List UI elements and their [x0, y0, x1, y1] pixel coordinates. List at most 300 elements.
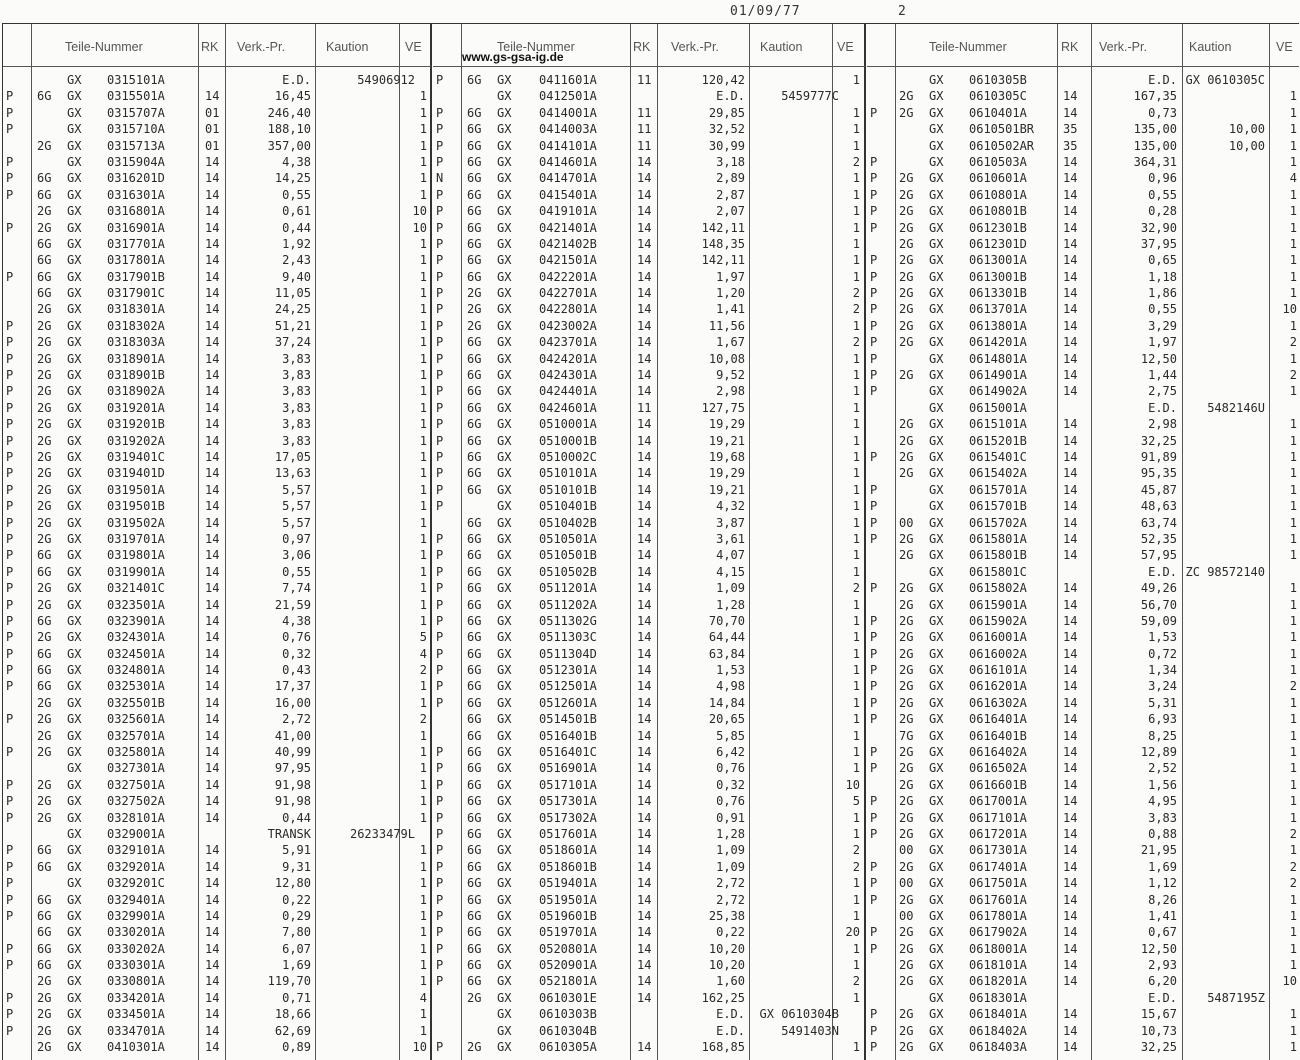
cell-model: 2G — [899, 548, 914, 563]
cell-model: 2G — [899, 531, 914, 546]
cell-prefix: GX — [929, 368, 944, 383]
cell-part-number: 0512301A — [539, 663, 597, 678]
cell-ve: 1 — [419, 1023, 427, 1038]
cell-ve: 1 — [419, 581, 427, 596]
cell-prefix: GX — [929, 597, 944, 612]
cell-ve: 1 — [852, 876, 860, 891]
cell-ve: 1 — [419, 466, 427, 481]
cell-part-number: 0330202A — [107, 941, 165, 956]
table-row — [3, 859, 431, 875]
cell-flag: P — [6, 876, 14, 891]
cell-ve: 1 — [852, 466, 860, 481]
header-part-number: Teile-Nummer — [497, 40, 575, 54]
cell-price: 1,28 — [716, 597, 745, 612]
cell-ve: 1 — [852, 908, 860, 923]
cell-ve: 2 — [419, 712, 427, 727]
table-row — [867, 416, 1299, 432]
cell-price: 2,52 — [1148, 761, 1177, 776]
cell-part-number: 0514501B — [539, 712, 597, 727]
cell-model: 6G — [37, 548, 52, 563]
cell-model: 6G — [37, 958, 52, 973]
cell-prefix: GX — [67, 695, 82, 710]
table-row — [433, 154, 865, 170]
table-row — [867, 826, 1299, 842]
cell-part-number: 0414001A — [539, 105, 597, 120]
table-row — [433, 646, 865, 662]
cell-ve: 1 — [419, 794, 427, 809]
cell-model: 6G — [467, 564, 482, 579]
cell-ve: 1 — [852, 941, 860, 956]
cell-rk: 14 — [637, 548, 652, 563]
table-row — [433, 318, 865, 334]
table-row — [867, 203, 1299, 219]
table-row — [867, 613, 1299, 629]
cell-prefix: GX — [929, 843, 944, 858]
cell-price: 2,89 — [716, 171, 745, 186]
table-row — [3, 154, 431, 170]
cell-price: 5,57 — [282, 515, 311, 530]
cell-ve: 1 — [852, 122, 860, 137]
cell-part-number: 0618201A — [969, 974, 1027, 989]
cell-part-number: 0511303C — [539, 630, 597, 645]
cell-price: 1,09 — [716, 859, 745, 874]
cell-price: 1,28 — [716, 826, 745, 841]
cell-ve: 1 — [1289, 1040, 1297, 1055]
table-row — [867, 187, 1299, 203]
cell-part-number: 0615101A — [969, 417, 1027, 432]
cell-part-number: 0517101A — [539, 777, 597, 792]
cell-ve: 1 — [852, 745, 860, 760]
cell-part-number: 0318902A — [107, 384, 165, 399]
cell-rk: 14 — [637, 843, 652, 858]
cell-model: 6G — [467, 876, 482, 891]
cell-rk: 14 — [637, 941, 652, 956]
cell-rk: 14 — [205, 843, 220, 858]
cell-prefix: GX — [67, 433, 82, 448]
table-row — [433, 547, 865, 563]
table-row — [3, 777, 431, 793]
cell-ve: 1 — [852, 531, 860, 546]
table-row — [3, 285, 431, 301]
cell-part-number: 0329001A — [107, 826, 165, 841]
header-part-number: Teile-Nummer — [65, 40, 143, 54]
column-block-2 — [433, 24, 865, 1060]
cell-ve: 1 — [852, 990, 860, 1005]
cell-rk: 14 — [1063, 269, 1078, 284]
header-deposit: Kaution — [326, 40, 369, 54]
cell-model: 6G — [37, 843, 52, 858]
cell-flag: P — [6, 154, 14, 169]
cell-price: 14,25 — [274, 171, 311, 186]
cell-ve: 2 — [1289, 368, 1297, 383]
cell-price: 0,55 — [1148, 302, 1177, 317]
cell-model: 6G — [37, 892, 52, 907]
rows-block-2 — [433, 72, 865, 1055]
cell-rk: 14 — [205, 810, 220, 825]
cell-model: 6G — [37, 646, 52, 661]
cell-prefix: GX — [67, 990, 82, 1005]
cell-model: 6G — [467, 204, 482, 219]
cell-price: 0,32 — [282, 646, 311, 661]
cell-model: 2G — [899, 679, 914, 694]
cell-part-number: 0334501A — [107, 1007, 165, 1022]
cell-model: 2G — [899, 433, 914, 448]
table-row — [867, 810, 1299, 826]
cell-prefix: GX — [497, 154, 512, 169]
cell-prefix: GX — [497, 908, 512, 923]
cell-price: 21,59 — [274, 597, 311, 612]
cell-rk: 14 — [1063, 745, 1078, 760]
cell-rk: 14 — [1063, 810, 1078, 825]
table-row — [867, 334, 1299, 350]
cell-price: 3,83 — [282, 400, 311, 415]
cell-prefix: GX — [497, 548, 512, 563]
cell-price: 135,00 — [1133, 138, 1177, 153]
table-row — [433, 777, 865, 793]
cell-prefix: GX — [929, 384, 944, 399]
cell-model: 6G — [467, 892, 482, 907]
cell-part-number: 0615702A — [969, 515, 1027, 530]
cell-part-number: 0315904A — [107, 154, 165, 169]
cell-part-number: 0618101A — [969, 958, 1027, 973]
table-row — [3, 318, 431, 334]
cell-part-number: 0613701A — [969, 302, 1027, 317]
cell-price: 0,65 — [1148, 253, 1177, 268]
cell-flag: P — [436, 204, 444, 219]
table-row — [3, 187, 431, 203]
cell-ve: 1 — [419, 154, 427, 169]
cell-price: 0,88 — [1148, 826, 1177, 841]
cell-rk: 14 — [205, 646, 220, 661]
cell-price: 16,45 — [274, 89, 311, 104]
table-row — [3, 711, 431, 727]
cell-price: 2,07 — [716, 204, 745, 219]
cell-model: 2G — [37, 695, 52, 710]
cell-model: 6G — [467, 826, 482, 841]
cell-flag: P — [436, 564, 444, 579]
cell-ve: 1 — [1289, 515, 1297, 530]
cell-prefix: GX — [67, 417, 82, 432]
table-row — [867, 154, 1299, 170]
cell-prefix: GX — [67, 466, 82, 481]
cell-ve: 1 — [419, 745, 427, 760]
cell-model: 6G — [467, 433, 482, 448]
cell-flag: P — [6, 777, 14, 792]
cell-part-number: 0613801A — [969, 318, 1027, 333]
cell-part-number: 0319501B — [107, 499, 165, 514]
cell-model: 00 — [899, 515, 914, 530]
watermark-url[interactable]: www.gs-gsa-ig.de — [462, 50, 564, 64]
cell-prefix: GX — [67, 646, 82, 661]
cell-ve: 1 — [419, 335, 427, 350]
table-row — [867, 711, 1299, 727]
cell-rk: 14 — [205, 728, 220, 743]
cell-part-number: 0617601A — [969, 892, 1027, 907]
cell-price: E.D. — [716, 89, 745, 104]
table-row — [433, 629, 865, 645]
cell-ve: 10 — [845, 777, 860, 792]
cell-price: 3,29 — [1148, 318, 1177, 333]
cell-part-number: 0412501A — [539, 89, 597, 104]
cell-model: 2G — [37, 728, 52, 743]
cell-model: 2G — [899, 269, 914, 284]
cell-model: 2G — [899, 974, 914, 989]
cell-prefix: GX — [929, 892, 944, 907]
cell-part-number: 0511302G — [539, 613, 597, 628]
cell-model: 2G — [899, 236, 914, 251]
cell-prefix: GX — [67, 630, 82, 645]
cell-model: 2G — [899, 449, 914, 464]
cell-ve: 1 — [852, 810, 860, 825]
cell-prefix: GX — [497, 564, 512, 579]
cell-rk: 11 — [637, 122, 652, 137]
cell-flag: P — [6, 564, 14, 579]
cell-rk: 14 — [1063, 679, 1078, 694]
rows-block-1 — [3, 72, 431, 1055]
cell-rk: 14 — [637, 171, 652, 186]
cell-prefix: GX — [497, 826, 512, 841]
table-row — [3, 1006, 431, 1022]
cell-part-number: 0518601A — [539, 843, 597, 858]
table-row — [433, 400, 865, 416]
table-row — [433, 121, 865, 137]
cell-price: 15,67 — [1140, 1007, 1177, 1022]
cell-prefix: GX — [929, 826, 944, 841]
cell-deposit: 5482146U — [1207, 400, 1265, 415]
table-row — [3, 941, 431, 957]
cell-rk: 14 — [637, 220, 652, 235]
cell-rk: 14 — [637, 269, 652, 284]
table-row — [433, 236, 865, 252]
cell-part-number: 0324501A — [107, 646, 165, 661]
cell-ve: 1 — [419, 351, 427, 366]
cell-ve: 1 — [852, 449, 860, 464]
cell-ve: 1 — [852, 236, 860, 251]
cell-part-number: 0317901B — [107, 269, 165, 284]
cell-prefix: GX — [497, 597, 512, 612]
cell-part-number: 0329101A — [107, 843, 165, 858]
cell-rk: 14 — [637, 761, 652, 776]
cell-flag: P — [870, 368, 878, 383]
cell-part-number: 0319201A — [107, 400, 165, 415]
cell-prefix: GX — [929, 236, 944, 251]
cell-ve: 2 — [852, 302, 860, 317]
cell-part-number: 0317701A — [107, 236, 165, 251]
cell-price: 19,29 — [708, 417, 745, 432]
table-row — [3, 908, 431, 924]
cell-prefix: GX — [929, 613, 944, 628]
cell-rk: 35 — [1063, 122, 1078, 137]
cell-price: 142,11 — [701, 253, 745, 268]
cell-flag: P — [436, 761, 444, 776]
table-row — [3, 547, 431, 563]
cell-prefix: GX — [67, 974, 82, 989]
cell-prefix: GX — [929, 663, 944, 678]
cell-ve: 1 — [1289, 286, 1297, 301]
cell-flag: P — [436, 318, 444, 333]
cell-model: 6G — [37, 187, 52, 202]
table-row — [867, 646, 1299, 662]
cell-model: 6G — [467, 417, 482, 432]
cell-part-number: 0330301A — [107, 958, 165, 973]
cell-price: 167,35 — [1133, 89, 1177, 104]
table-row — [433, 908, 865, 924]
cell-part-number: 0318901A — [107, 351, 165, 366]
cell-flag: P — [436, 974, 444, 989]
cell-flag: P — [870, 335, 878, 350]
cell-model: 2G — [37, 417, 52, 432]
cell-price: 12,50 — [1140, 351, 1177, 366]
cell-part-number: 0615001A — [969, 400, 1027, 415]
cell-ve: 1 — [1289, 925, 1297, 940]
table-row — [3, 646, 431, 662]
cell-part-number: 0617902A — [969, 925, 1027, 940]
cell-model: 2G — [899, 712, 914, 727]
cell-rk: 14 — [637, 728, 652, 743]
cell-flag: P — [436, 630, 444, 645]
cell-prefix: GX — [497, 974, 512, 989]
cell-prefix: GX — [67, 515, 82, 530]
cell-prefix: GX — [67, 843, 82, 858]
cell-part-number: 0424601A — [539, 400, 597, 415]
cell-rk: 14 — [637, 663, 652, 678]
cell-part-number: 0613001B — [969, 269, 1027, 284]
header-ve: VE — [405, 40, 422, 54]
cell-ve: 1 — [852, 1040, 860, 1055]
cell-price: 127,75 — [701, 400, 745, 415]
cell-part-number: 0612301B — [969, 220, 1027, 235]
cell-rk: 14 — [205, 220, 220, 235]
cell-ve: 1 — [419, 417, 427, 432]
cell-rk: 14 — [637, 695, 652, 710]
cell-price: 18,66 — [274, 1007, 311, 1022]
cell-rk: 14 — [637, 777, 652, 792]
cell-rk: 14 — [1063, 613, 1078, 628]
cell-price: E.D. — [1148, 400, 1177, 415]
cell-flag: P — [6, 581, 14, 596]
cell-part-number: 0319401C — [107, 449, 165, 464]
cell-price: 3,83 — [282, 433, 311, 448]
cell-ve: 1 — [1289, 794, 1297, 809]
cell-part-number: 0615902A — [969, 613, 1027, 628]
table-row — [3, 695, 431, 711]
cell-prefix: GX — [497, 941, 512, 956]
cell-prefix: GX — [67, 220, 82, 235]
table-row — [867, 744, 1299, 760]
cell-flag: P — [436, 138, 444, 153]
table-row — [867, 138, 1299, 154]
cell-rk: 14 — [205, 384, 220, 399]
table-row — [3, 498, 431, 514]
cell-model: 2G — [467, 1040, 482, 1055]
cell-prefix: GX — [67, 597, 82, 612]
cell-flag: P — [436, 368, 444, 383]
cell-part-number: 0318901B — [107, 368, 165, 383]
cell-ve: 10 — [1282, 974, 1297, 989]
cell-prefix: GX — [497, 892, 512, 907]
cell-ve: 2 — [852, 286, 860, 301]
table-row — [433, 1039, 865, 1055]
cell-prefix: GX — [497, 269, 512, 284]
cell-flag: P — [436, 826, 444, 841]
cell-prefix: GX — [497, 449, 512, 464]
cell-price: 162,25 — [701, 990, 745, 1005]
cell-prefix: GX — [929, 695, 944, 710]
cell-rk: 14 — [1063, 302, 1078, 317]
cell-part-number: 0615801B — [969, 548, 1027, 563]
cell-model: 6G — [467, 679, 482, 694]
cell-price: 19,29 — [708, 466, 745, 481]
cell-prefix: GX — [67, 728, 82, 743]
cell-model: 2G — [467, 302, 482, 317]
cell-rk: 14 — [1063, 892, 1078, 907]
cell-flag: P — [436, 335, 444, 350]
cell-model: 6G — [37, 171, 52, 186]
cell-part-number: 0315101A — [107, 73, 165, 87]
header-rk: RK — [633, 40, 651, 54]
cell-prefix: GX — [497, 122, 512, 137]
cell-flag: P — [436, 154, 444, 169]
table-row — [433, 498, 865, 514]
table-row — [867, 351, 1299, 367]
cell-price: 0,43 — [282, 663, 311, 678]
cell-part-number: 0616401A — [969, 712, 1027, 727]
cell-prefix: GX — [929, 728, 944, 743]
cell-price: 1,20 — [716, 286, 745, 301]
table-row — [867, 449, 1299, 465]
cell-price: 19,68 — [708, 449, 745, 464]
cell-price: 0,29 — [282, 908, 311, 923]
cell-ve: 20 — [845, 925, 860, 940]
cell-flag: P — [870, 318, 878, 333]
cell-prefix: GX — [929, 302, 944, 317]
cell-part-number: 0325801A — [107, 745, 165, 760]
table-row — [433, 138, 865, 154]
cell-prefix: GX — [929, 941, 944, 956]
cell-rk: 14 — [205, 876, 220, 891]
cell-prefix: GX — [929, 679, 944, 694]
cell-prefix: GX — [497, 220, 512, 235]
cell-price: 62,69 — [274, 1023, 311, 1038]
cell-model: 2G — [37, 220, 52, 235]
cell-rk: 14 — [637, 417, 652, 432]
cell-price: 0,89 — [282, 1040, 311, 1055]
cell-prefix: GX — [67, 794, 82, 809]
cell-rk: 14 — [205, 663, 220, 678]
cell-prefix: GX — [67, 302, 82, 317]
table-row — [3, 662, 431, 678]
table-row — [867, 220, 1299, 236]
cell-price: 70,70 — [708, 613, 745, 628]
cell-model: 2G — [899, 925, 914, 940]
cell-flag: P — [436, 777, 444, 792]
cell-prefix: GX — [497, 859, 512, 874]
cell-flag: P — [436, 941, 444, 956]
cell-ve: 1 — [419, 368, 427, 383]
table-row — [433, 301, 865, 317]
cell-flag: P — [436, 449, 444, 464]
cell-flag: P — [870, 1040, 878, 1055]
cell-model: 00 — [899, 843, 914, 858]
cell-part-number: 0510001A — [539, 417, 597, 432]
cell-flag: P — [6, 630, 14, 645]
cell-ve: 1 — [1289, 1007, 1297, 1022]
cell-flag: P — [6, 220, 14, 235]
cell-model: 6G — [467, 515, 482, 530]
cell-price: E.D. — [1148, 73, 1177, 87]
cell-price: 52,35 — [1140, 531, 1177, 546]
cell-flag: P — [6, 597, 14, 612]
